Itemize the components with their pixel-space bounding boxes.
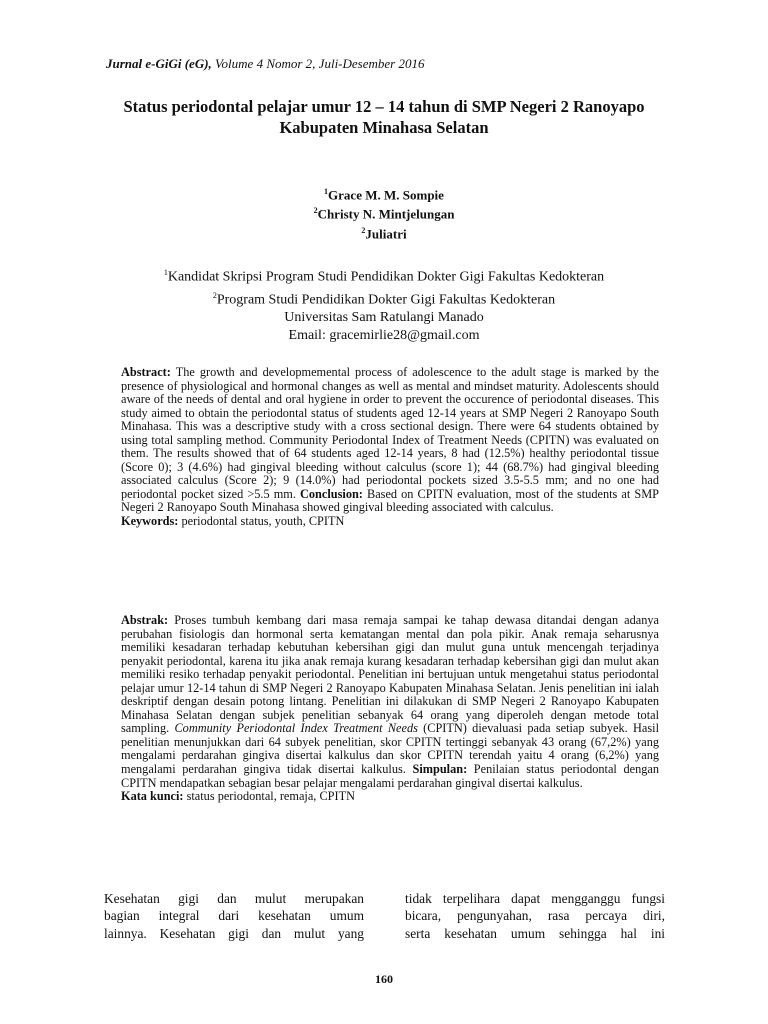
abstrak-text-2: (CPITN) dievaluasi pada setiap subyek. Hasil penelitian menunjukkan dari 64 subyek penelitian, skor CPITN tertinggi sebanyak 43 orang (67,2%) yang mengalami perdarahan gingiva disertai kalkulus dan skor CPITN terendah yaitu 4 orang (6,2%) yang mengalami perdarahan gingiva tidak disertai kalkulus.	[121, 721, 659, 777]
kata-kunci-text: status periodontal, remaja, CPITN	[183, 789, 355, 804]
body-line: bagian integral dari kesehatan umum	[104, 908, 364, 924]
page-number: 160	[375, 972, 393, 986]
keywords-label: Keywords:	[121, 514, 179, 529]
title-line-2: Kabupaten Minahasa Selatan	[279, 118, 489, 137]
abstract-english	[121, 366, 659, 529]
kata-kunci	[121, 790, 659, 804]
affiliations	[0, 264, 768, 345]
conclusion-text: Based on CPITN evaluation, most of the students at SMP Negeri 2 Ranoyapo South Minahasa showed gingival bleeding associated with calculus.	[121, 486, 659, 515]
keywords-text: periodontal status, youth, CPITN	[178, 514, 345, 529]
author-sup: 2	[313, 206, 318, 216]
affiliation-sup: 1	[163, 268, 168, 277]
body-column-left	[104, 890, 364, 942]
university: Universitas Sam Ratulangi Manado	[284, 310, 484, 326]
conclusion-label: Conclusion:	[300, 486, 363, 501]
keywords	[121, 515, 659, 529]
title-line-1: Status periodontal pelajar umur 12 – 14 tahun di SMP Negeri 2 Ranoyapo	[123, 97, 645, 116]
author-name: Grace M. M. Sompie	[328, 187, 444, 203]
body-line: lainnya. Kesehatan gigi dan mulut yang	[104, 925, 364, 941]
paper-title	[60, 96, 708, 138]
journal-name: Jurnal e-GiGi (eG),	[106, 56, 212, 71]
abstract-label: Abstract:	[121, 365, 171, 379]
author-sup: 2	[361, 225, 366, 235]
abstract-text: The growth and developmemental process of adolescence to the adult stage is marked by the presence of physiological and hormonal changes as well as mental and mindset maturity. Adolescents should aware of the needs of dental and oral hygiene in order to prevent the occurence of periodontal diseases. This study aimed to obtain the periodontal status of students aged 12-14 years at SMP Negeri 2 Ranoyapo South Minahasa. This was a descriptive study with a cross sectional design. There were 64 students obtained by using total sampling method. Community Periodontal Index of Treatment Needs (CPITN) was evaluated on them. The results showed that of 64 students aged 12-14 years, 8 had (12.5%) healthy periodontal tissue (Score 0); 3 (4.6%) had gingival bleeding without calculus (score 1); 44 (68.7%) had gingival bleeding associated calculus (Score 2); 9 (14.0%) had periodontal pockets sized 3.5-5.5 mm; and no one had periodontal pocket sized >5.5 mm.	[121, 365, 659, 501]
abstract-paragraph	[121, 366, 659, 515]
abstrak-label: Abstrak:	[121, 613, 169, 627]
abstrak-italic: Community Periodontal Index Treatment Needs	[174, 721, 418, 736]
author	[0, 184, 768, 203]
body-line: bicara, pengunyahan, rasa percaya diri,	[405, 908, 665, 924]
affiliation-text: Program Studi Pendidikan Dokter Gigi Fakultas Kedokteran	[216, 292, 556, 308]
kata-kunci-label: Kata kunci:	[121, 789, 184, 804]
affiliation-2	[0, 287, 768, 310]
abstrak-paragraph	[121, 614, 659, 790]
affiliation-text: Kandidat Skripsi Program Studi Pendidikan Dokter Gigi Fakultas Kedokteran	[167, 269, 605, 285]
body-line: Kesehatan gigi dan mulut merupakan	[104, 891, 364, 906]
body-line: serta kesehatan umum sehingga hal ini	[405, 925, 665, 941]
author-list	[0, 184, 768, 242]
author-name: Christy N. Mintjelungan	[317, 206, 455, 222]
abstract-indonesian	[121, 614, 659, 804]
journal-issue: Volume 4 Nomor 2, Juli-Desember 2016	[211, 56, 425, 71]
simpulan-label: Simpulan:	[412, 762, 468, 777]
email: Email: gracemirlie28@gmail.com	[288, 328, 480, 344]
body-line: tidak terpelihara dapat mengganggu fungsi	[405, 891, 665, 906]
author-name: Juliatri	[365, 225, 407, 241]
author	[0, 223, 768, 242]
journal-header	[106, 56, 424, 72]
affiliation-sup: 2	[212, 290, 217, 300]
body-column-right	[405, 890, 665, 942]
author	[0, 203, 768, 222]
simpulan-text: Penilaian status periodontal dengan CPITN mendapatkan sebagian besar pelajar mengalami perdarahan gingival disertai kalkulus.	[121, 762, 659, 790]
author-sup: 1	[324, 187, 329, 196]
affiliation-1	[0, 264, 768, 287]
abstrak-text: Proses tumbuh kembang dari masa remaja sampai ke tahap dewasa ditandai dengan adanya perubahan fisiologis dan hormonal serta kematangan mental dan pola pikir. Anak remaja seharusnya memiliki kesadaran terhadap kebutuhan kebersihan gigi dan mulut guna untuk mencengah terjadinya penyakit periodontal, karena itu jika anak remaja kurang kesadaran terhadap kebersihan gigi dan mulut akan memiliki resiko terhadap penyakit periodontal. Penelitian ini bertujuan untuk mengetahui status periodontal pelajar umur 12-14 tahun di SMP Negeri 2 Ranoyapo Kabupaten Minahasa Selatan. Jenis penelitian ini ialah deskriptif dengan desain potong lintang. Penelitian ini dilakukan di SMP Negeri 2 Ranoyapo Kabupaten Minahasa Selatan dengan subjek penelitian sebanyak 64 orang yang diperoleh dengan metode total sampling.	[121, 613, 659, 736]
